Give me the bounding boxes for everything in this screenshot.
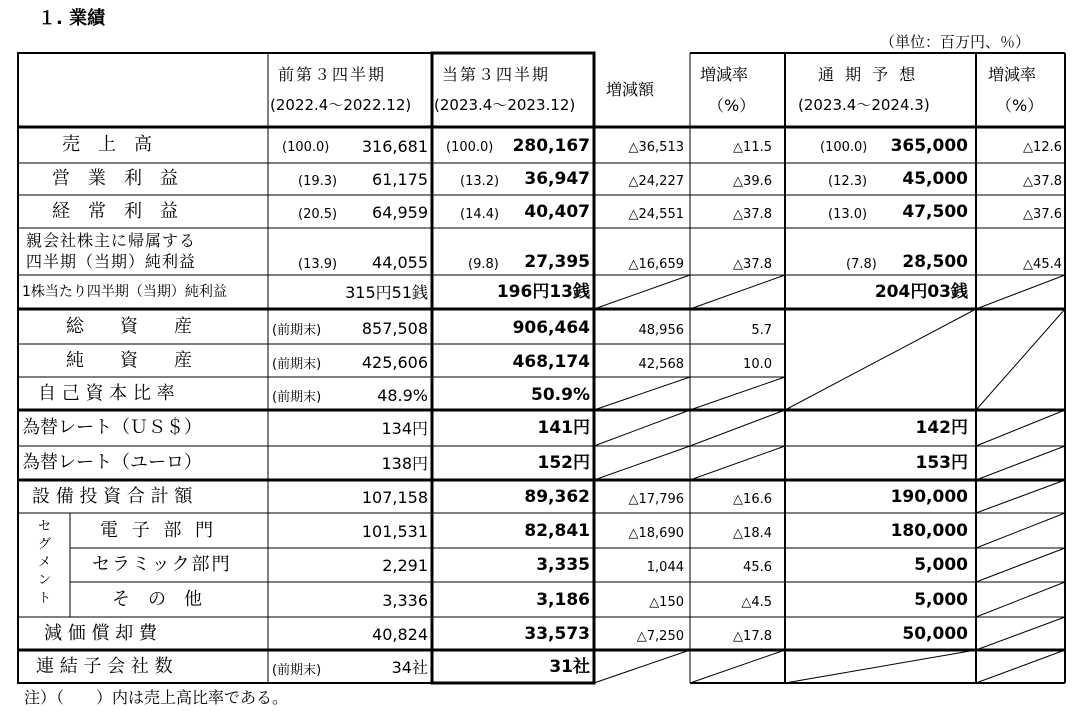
cell-ratio: (14.4) <box>460 207 500 222</box>
cell-value: 101,531 <box>361 522 428 541</box>
cell-value: △16.6 <box>733 492 772 507</box>
cell-ratio: (100.0) <box>446 140 494 155</box>
row-label-net-2: 四半期（当期）純利益 <box>26 252 197 271</box>
header-curr-period: (2023.4～2023.12) <box>434 96 576 114</box>
cell-value: △24,551 <box>628 207 684 222</box>
cell-tag: (前期末) <box>272 357 322 372</box>
cell-value: △36,513 <box>628 140 684 155</box>
cell-value: 36,947 <box>524 169 590 189</box>
cell-value: 48.9% <box>377 386 428 405</box>
header-rate: 増減率 <box>700 65 749 84</box>
cell-value: 134円 <box>381 419 428 438</box>
cell-value: 365,000 <box>890 136 968 156</box>
cell-value: 142円 <box>915 418 968 438</box>
cell-value: 42,568 <box>638 357 684 372</box>
header-forecast-period: (2023.4～2024.3) <box>798 96 930 114</box>
cell-value: 3,336 <box>382 591 428 610</box>
segment-label-char: ン <box>38 573 52 588</box>
cell-ratio: (13.2) <box>460 174 500 189</box>
cell-value: △37.8 <box>1023 174 1062 189</box>
cell-ratio: (100.0) <box>820 140 868 155</box>
cell-ratio: (20.5) <box>298 207 338 222</box>
cell-value: △12.6 <box>1023 140 1062 155</box>
segment-label-char: メ <box>38 555 52 570</box>
cell-value: 27,395 <box>524 252 590 272</box>
cell-value: 5,000 <box>914 555 968 575</box>
cell-value: △18,690 <box>628 526 684 541</box>
cell-value: 857,508 <box>361 319 428 338</box>
cell-value: 906,464 <box>512 318 590 338</box>
cell-ratio: (9.8) <box>468 257 499 272</box>
cell-value: △37.8 <box>733 207 772 222</box>
cell-value: △45.4 <box>1023 257 1062 272</box>
cell-value: 468,174 <box>512 352 590 372</box>
row-label-dep: 減 価 償 却 費 <box>44 623 157 644</box>
cell-value: △4.5 <box>741 595 772 610</box>
cell-ratio: (7.8) <box>846 257 877 272</box>
cell-value: △17.8 <box>733 629 772 644</box>
cell-value: △16,659 <box>628 257 684 272</box>
cell-value: 316,681 <box>361 137 428 156</box>
cell-value: 33,573 <box>524 624 590 644</box>
cell-value: 3,335 <box>536 555 590 575</box>
row-label-usd: 為替レート（ＵＳ＄） <box>22 417 202 438</box>
cell-value: △37.8 <box>733 257 772 272</box>
cell-value: 40,407 <box>524 202 590 222</box>
cell-value: 196円13銭 <box>496 282 590 302</box>
cell-tag: (前期末) <box>272 323 322 338</box>
cell-value: 204円03銭 <box>874 282 968 302</box>
cell-value: 31社 <box>549 657 590 677</box>
row-label-sales: 売 上 高 <box>62 134 152 155</box>
row-label-eps: 1株当たり四半期（当期）純利益 <box>22 284 227 300</box>
cell-value: 47,500 <box>902 202 968 222</box>
cell-value: 107,158 <box>361 488 428 507</box>
cell-tag: (前期末) <box>272 663 322 678</box>
header-frate-unit: （%） <box>996 96 1044 115</box>
row-label-capex: 設 備 投 資 合 計 額 <box>32 486 193 507</box>
cell-value: 180,000 <box>890 521 968 541</box>
section-title: １. 業績 <box>38 8 106 29</box>
header-change: 増減額 <box>606 80 655 99</box>
cell-value: 44,055 <box>372 253 428 272</box>
cell-value: 28,500 <box>902 252 968 272</box>
unit-label: （単位：百万円、％） <box>880 33 1031 51</box>
footnote: 注）（ ）内は売上高比率である。 <box>24 688 289 707</box>
cell-value: 64,959 <box>372 203 428 222</box>
row-label-assets: 総 資 産 <box>66 316 192 337</box>
header-curr: 当第３四半期 <box>442 65 551 84</box>
cell-value: 82,841 <box>524 521 590 541</box>
cell-value: 40,824 <box>372 625 428 644</box>
cell-value: 138円 <box>381 454 428 473</box>
cell-value: 5,000 <box>914 590 968 610</box>
cell-ratio: (13.9) <box>298 257 338 272</box>
cell-value: 45.6 <box>743 560 772 575</box>
row-label-ceram: セラミック部門 <box>92 554 232 575</box>
row-label-other: そ の 他 <box>112 589 202 610</box>
row-label-net-1: 親会社株主に帰属する <box>26 231 197 250</box>
cell-ratio: (13.0) <box>828 207 868 222</box>
cell-value: △24,227 <box>628 174 684 189</box>
cell-value: 45,000 <box>902 169 968 189</box>
cell-value: 3,186 <box>536 590 590 610</box>
cell-value: 315円51銭 <box>345 283 428 302</box>
segment-label-char: グ <box>38 537 52 552</box>
cell-value: △17,796 <box>628 492 684 507</box>
cell-value: △150 <box>649 595 684 610</box>
cell-value: 50.9% <box>531 385 590 405</box>
header-prev-period: (2022.4～2022.12) <box>270 96 412 114</box>
cell-value: 5.7 <box>751 323 772 338</box>
cell-value: 425,606 <box>361 353 428 372</box>
cell-value: 152円 <box>537 453 590 473</box>
header-forecast: 通 期 予 想 <box>818 65 919 84</box>
cell-value: 280,167 <box>512 136 590 156</box>
cell-value: 50,000 <box>902 624 968 644</box>
cell-ratio: (19.3) <box>298 174 338 189</box>
row-label-op: 営 業 利 益 <box>52 168 178 189</box>
cell-value: △7,250 <box>636 629 684 644</box>
cell-value: 89,362 <box>524 487 590 507</box>
header-prev: 前第３四半期 <box>278 65 387 84</box>
header-frate: 増減率 <box>988 65 1037 84</box>
cell-value: 141円 <box>537 418 590 438</box>
row-label-elec: 電 子 部 門 <box>100 520 218 541</box>
cell-value: 61,175 <box>372 170 428 189</box>
cell-value: △39.6 <box>733 174 772 189</box>
cell-value: 2,291 <box>382 556 428 575</box>
row-label-equity: 自 己 資 本 比 率 <box>38 383 175 404</box>
cell-value: △37.6 <box>1023 207 1062 222</box>
cell-value: 48,956 <box>638 323 684 338</box>
cell-value: 1,044 <box>646 560 684 575</box>
cell-value: △18.4 <box>733 526 772 541</box>
segment-label-char: ト <box>38 591 52 606</box>
header-rate-unit: （%） <box>708 96 756 115</box>
cell-value: 153円 <box>915 453 968 473</box>
cell-value: 190,000 <box>890 487 968 507</box>
cell-value: △11.5 <box>733 140 772 155</box>
row-label-subs: 連 結 子 会 社 数 <box>36 656 173 677</box>
segment-label-char: セ <box>38 519 52 534</box>
row-label-eur: 為替レート（ユーロ） <box>22 452 202 473</box>
cell-value: 10.0 <box>743 357 772 372</box>
cell-tag: (前期末) <box>272 390 322 405</box>
row-label-ord: 経 常 利 益 <box>52 201 178 222</box>
row-label-netassets: 純 資 産 <box>66 350 192 371</box>
cell-ratio: (12.3) <box>828 174 868 189</box>
cell-value: 34社 <box>391 658 428 677</box>
cell-ratio: (100.0) <box>282 140 330 155</box>
